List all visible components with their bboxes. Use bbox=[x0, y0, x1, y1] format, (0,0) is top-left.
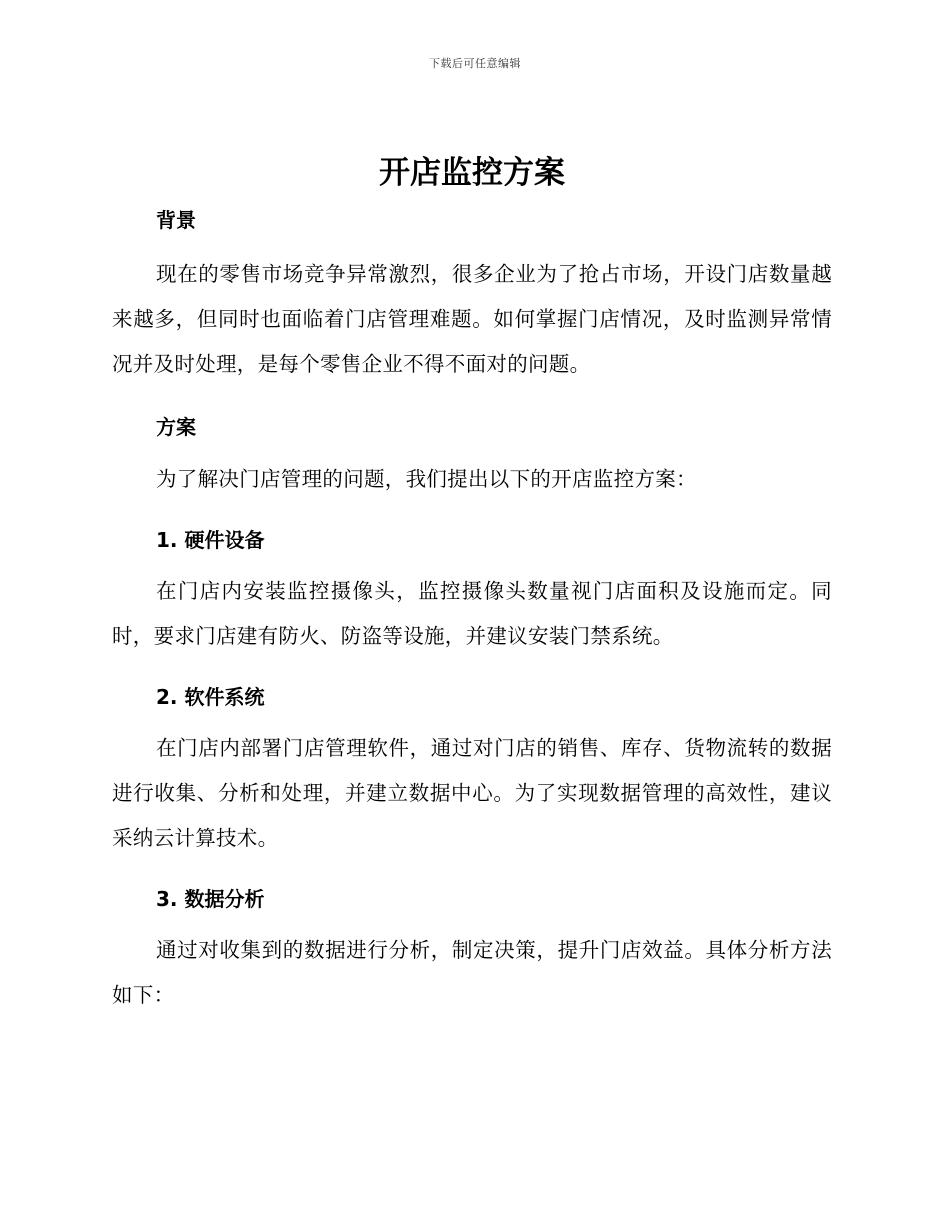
section-heading-data-analysis: 3. 数据分析 bbox=[156, 887, 265, 911]
document-title: 开店监控方案 bbox=[379, 155, 565, 191]
section-heading-software: 2. 软件系统 bbox=[156, 685, 265, 709]
section-heading-hardware: 1. 硬件设备 bbox=[156, 528, 265, 552]
header-note: 下载后可任意编辑 bbox=[429, 57, 521, 70]
section-heading-background: 背景 bbox=[156, 208, 196, 232]
paragraph-plan: 为了解决门店管理的问题，我们提出以下的开店监控方案： bbox=[156, 467, 697, 491]
paragraph-data-analysis: 通过对收集到的数据进行分析，制定决策，提升门店效益。具体分析方法如下： bbox=[112, 938, 832, 1007]
document-content bbox=[112, 150, 832, 1018]
section-heading-plan: 方案 bbox=[156, 415, 196, 439]
paragraph-software: 在门店内部署门店管理软件，通过对门店的销售、库存、货物流转的数据进行收集、分析和处理，并建立数据中心。为了实现数据管理的高效性，建议采纳云计算技术。 bbox=[112, 736, 832, 850]
paragraph-background: 现在的零售市场竞争异常激烈，很多企业为了抢占市场，开设门店数量越来越多，但同时也面临着门店管理难题。如何掌握门店情况，及时监测异常情况并及时处理，是每个零售企业不得不面对的问题。 bbox=[112, 262, 832, 376]
paragraph-hardware: 在门店内安装监控摄像头，监控摄像头数量视门店面积及设施而定。同时，要求门店建有防火、防盗等设施，并建议安装门禁系统。 bbox=[112, 579, 832, 648]
